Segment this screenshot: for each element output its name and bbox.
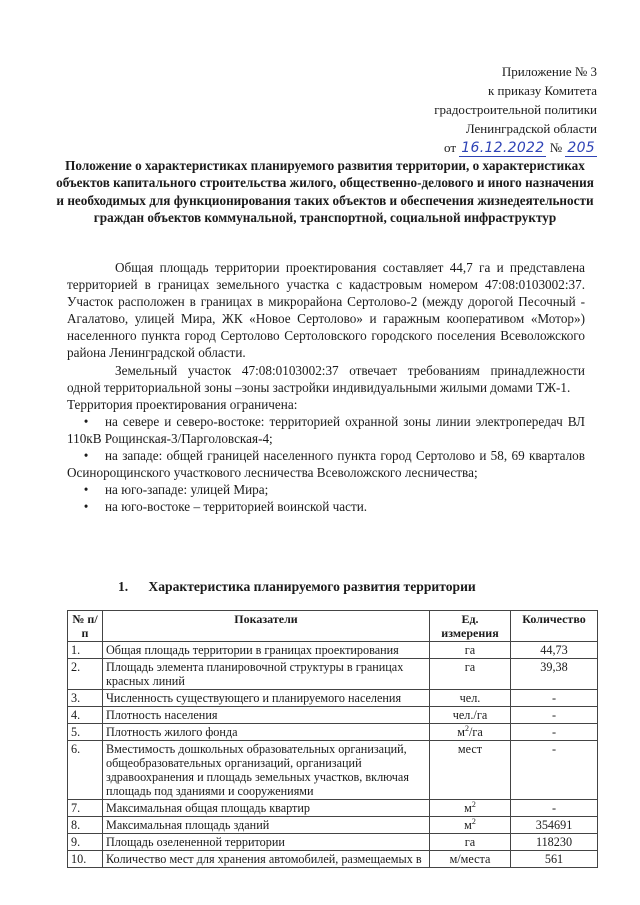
unit-superscript: 2 — [471, 816, 476, 826]
unit-base: м — [464, 818, 472, 832]
order-number: 205 — [567, 140, 595, 156]
unit-base: га — [464, 660, 476, 674]
row-quantity: 561 — [511, 851, 598, 868]
row-unit — [430, 834, 511, 851]
bullet-icon: • — [83, 413, 89, 429]
bullet-item — [67, 447, 585, 481]
row-number: 5. — [68, 724, 103, 741]
row-unit — [430, 690, 511, 707]
table-row — [68, 659, 598, 690]
row-quantity: 39,38 — [511, 659, 598, 690]
paragraph-bounds: Территория проектирования ограничена: — [67, 396, 298, 412]
document-body — [67, 259, 585, 515]
bullet-item — [67, 498, 585, 515]
table-row — [68, 741, 598, 800]
table-row — [68, 724, 598, 741]
row-indicator: Вместимость дошкольных образовательных организаций, общеобразовательных организаций, организаций здравоохранения и площадь земельных участков, включая площадь под зданиями и сооружениями — [103, 741, 430, 800]
unit-base: м/места — [449, 852, 491, 866]
row-unit — [430, 800, 511, 817]
row-unit — [430, 642, 511, 659]
row-unit — [430, 707, 511, 724]
table-row — [68, 851, 598, 868]
paragraph-zone: Земельный участок 47:08:0103002:37 отвечает требованиям принадлежности одной территориальной зоны –зоны застройки индивидуальными жилыми домами ТЖ-1. — [67, 362, 585, 395]
row-indicator: Максимальная общая площадь квартир — [103, 800, 430, 817]
row-number: 9. — [68, 834, 103, 851]
section-title: Характеристика планируемого развития территории — [148, 579, 476, 594]
unit-superscript: 2 — [464, 723, 469, 733]
table-row — [68, 642, 598, 659]
table-row — [68, 707, 598, 724]
bullet-text: на западе: общей границей населенного пункта город Сертолово и 58, 69 кварталов Осинорощинского участкового лесничества Всеволожского лесничества; — [67, 448, 585, 481]
row-number: 1. — [68, 642, 103, 659]
row-unit — [430, 851, 511, 868]
section-heading — [118, 579, 598, 595]
bullet-text: на севере и северо-востоке: территорией охранной зоны линии электропередач ВЛ 110кВ Рощинская-3/Парголовская-4; — [67, 413, 585, 446]
appendix-region: Ленинградской области — [465, 121, 597, 136]
row-number: 8. — [68, 817, 103, 834]
row-number: 4. — [68, 707, 103, 724]
from-label: от — [444, 140, 457, 155]
row-indicator: Численность существующего и планируемого населения — [103, 690, 430, 707]
row-indicator: Плотность населения — [103, 707, 430, 724]
table-row — [68, 690, 598, 707]
unit-base: м — [464, 801, 472, 815]
bullet-item — [67, 481, 585, 498]
unit-base: га — [464, 643, 476, 657]
row-indicator: Общая площадь территории в границах проектирования — [103, 642, 430, 659]
paragraph-area: Общая площадь территории проектирования составляет 44,7 га и представлена территорией в границах земельного участка с кадастровым номером 47:08:0103002:37. Участок расположен в границах в микрорайона Сертолово-2 (между дорогой Песочный - Агалатово, улицей Мира, ЖК «Новое Сертолово» и гаражным кооперативом «Мотор») населенного пункта город Сертолово Сертоловского городского поселения Всеволожского района Ленинградской области. — [67, 260, 585, 361]
row-quantity: 354691 — [511, 817, 598, 834]
table-row — [68, 800, 598, 817]
header-number: № п/п — [68, 611, 103, 642]
unit-base: чел./га — [452, 708, 488, 722]
appendix-committee: градостроительной политики — [434, 102, 597, 117]
header-indicator: Показатели — [103, 611, 430, 642]
unit-base: га — [464, 835, 476, 849]
row-indicator: Количество мест для хранения автомобилей, размещаемых в — [103, 851, 430, 868]
document-title: Положение о характеристиках планируемого развития территории, о характеристиках объектов капитального строительства жилого, общественно-делового и иного назначения и необходимых для функционирования таких объектов и обеспечения жизнедеятельности граждан объектов коммунальной, транспортной, социальной инфраструктур — [56, 158, 594, 225]
row-indicator: Площадь озелененной территории — [103, 834, 430, 851]
bullet-item — [67, 413, 585, 447]
row-number: 3. — [68, 690, 103, 707]
row-number: 6. — [68, 741, 103, 800]
row-quantity: 44,73 — [511, 642, 598, 659]
bullet-icon: • — [83, 448, 89, 464]
bullet-icon: • — [83, 499, 89, 515]
indicators-table — [67, 610, 598, 868]
row-number: 2. — [68, 659, 103, 690]
appendix-header — [357, 62, 597, 158]
table-header-row — [68, 611, 598, 642]
unit-base: чел. — [459, 691, 481, 705]
header-quantity: Количество — [511, 611, 598, 642]
row-unit — [430, 724, 511, 741]
row-quantity: - — [511, 741, 598, 800]
unit-base: м — [457, 725, 465, 739]
row-unit — [430, 817, 511, 834]
header-unit: Ед. измерения — [430, 611, 511, 642]
row-unit — [430, 659, 511, 690]
row-quantity: - — [511, 690, 598, 707]
row-quantity: 118230 — [511, 834, 598, 851]
row-quantity: - — [511, 707, 598, 724]
row-indicator: Площадь элемента планировочной структуры в границах красных линий — [103, 659, 430, 690]
table-row — [68, 817, 598, 834]
bullet-text: на юго-западе: улицей Мира; — [105, 482, 269, 498]
row-quantity: - — [511, 724, 598, 741]
row-quantity: - — [511, 800, 598, 817]
unit-superscript: 2 — [471, 799, 476, 809]
table-row — [68, 834, 598, 851]
appendix-date-line — [357, 138, 597, 158]
row-indicator: Максимальная площадь зданий — [103, 817, 430, 834]
section-number: 1. — [118, 579, 129, 594]
row-unit — [430, 741, 511, 800]
row-number: 7. — [68, 800, 103, 817]
row-number: 10. — [68, 851, 103, 868]
bullet-icon: • — [83, 482, 89, 498]
unit-tail: /га — [468, 725, 483, 739]
appendix-order: к приказу Комитета — [487, 83, 597, 98]
unit-base: мест — [457, 742, 483, 756]
bullet-text: на юго-востоке – территорией воинской части. — [105, 499, 368, 515]
appendix-number: Приложение № 3 — [501, 64, 597, 79]
order-date: 16.12.2022 — [461, 140, 545, 156]
row-indicator: Плотность жилого фонда — [103, 724, 430, 741]
number-label: № — [549, 140, 563, 155]
